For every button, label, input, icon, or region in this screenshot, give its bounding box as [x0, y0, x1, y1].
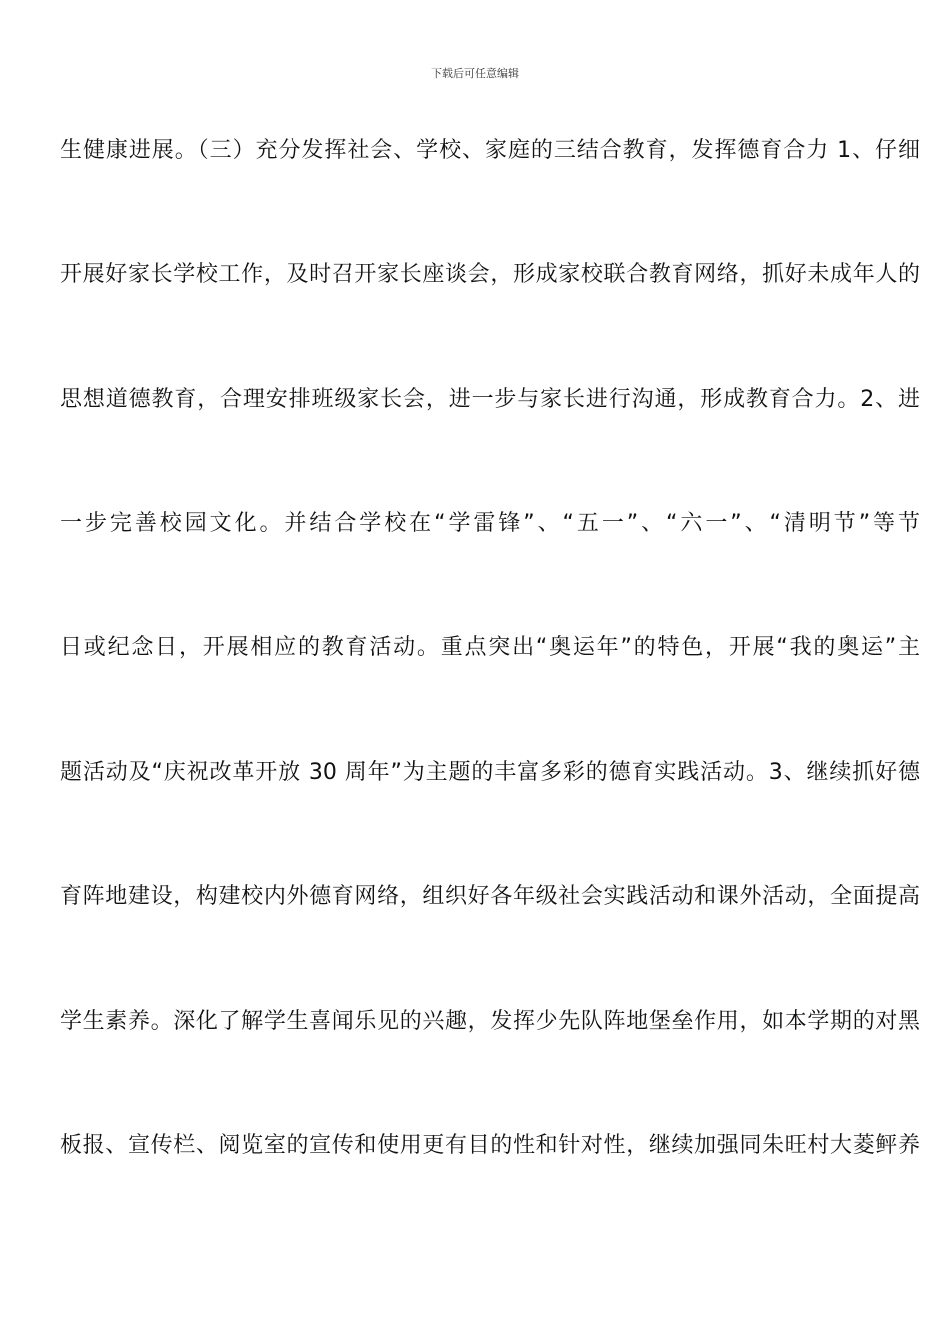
text-line: 开展好家长学校工作，及时召开家长座谈会，形成家校联合教育网络，抓好未成年人的	[60, 262, 920, 287]
text-line: 学生素养。深化了解学生喜闻乐见的兴趣，发挥少先队阵地堡垒作用，如本学期的对黑	[60, 1009, 920, 1034]
text-line: 日或纪念日，开展相应的教育活动。重点突出“奥运年”的特色，开展“我的奥运”主	[60, 635, 920, 660]
text-line: 思想道德教育，合理安排班级家长会，进一步与家长进行沟通，形成教育合力。2、进	[60, 387, 920, 412]
page-header: 下载后可任意编辑	[431, 67, 519, 80]
text-line: 板报、宣传栏、阅览室的宣传和使用更有目的性和针对性，继续加强同朱旺村大菱鲆养	[60, 1133, 920, 1158]
text-line: 生健康进展。（三）充分发挥社会、学校、家庭的三结合教育，发挥德育合力 1、仔细	[60, 138, 920, 163]
text-line: 育阵地建设，构建校内外德育网络，组织好各年级社会实践活动和课外活动，全面提高	[60, 884, 920, 909]
text-line: 一步完善校园文化。并结合学校在“学雷锋”、“五一”、“六一”、“清明节”等节	[60, 511, 920, 536]
text-line: 题活动及“庆祝改革开放 30 周年”为主题的丰富多彩的德育实践活动。3、继续抓好德	[60, 760, 920, 785]
